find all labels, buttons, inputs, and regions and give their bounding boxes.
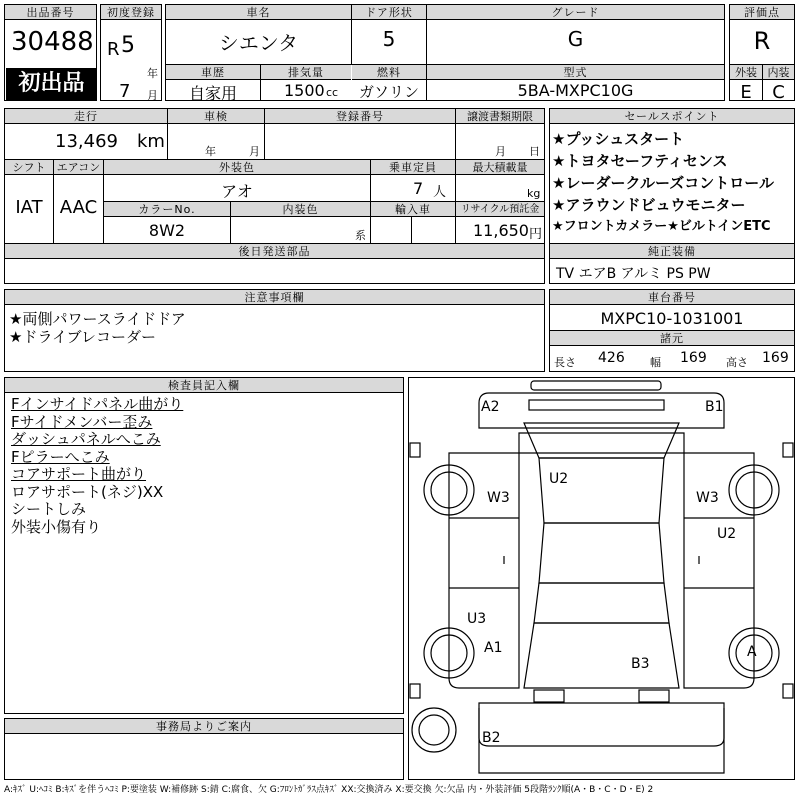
fuel-value: ガソリン bbox=[358, 83, 419, 101]
car-body-outline bbox=[409, 378, 794, 779]
import-label: 輸入車 bbox=[371, 202, 455, 217]
note-item: ★両側パワースライドドア bbox=[9, 310, 186, 328]
legend-text: A:ｷｽﾞ U:ﾍｺﾐ B:ｷｽﾞを伴うﾍｺﾐ P:要塗装 W:補修跡 S:錆 C:腐食、欠 G:ﾌﾛﾝﾄｶﾞﾗｽ点ｷｽﾞ XX:交換済み X:要交換 欠:欠品 内・外装評価 5段階ﾗﾝｸ順(A・B・C・D・E) 2 bbox=[4, 785, 654, 795]
damage-mark: U3 bbox=[467, 611, 487, 627]
length-value: 426 bbox=[598, 350, 625, 366]
interior-color-label: 内装色 bbox=[231, 202, 370, 217]
displacement-label: 排気量 bbox=[261, 65, 351, 80]
lot-number-box bbox=[4, 4, 97, 101]
equipment-label: 純正装備 bbox=[550, 244, 794, 259]
grade-label: グレード bbox=[427, 5, 724, 20]
reg-year: 5 bbox=[121, 33, 135, 58]
capacity-label: 乗車定員 bbox=[371, 160, 455, 175]
interior-color-unit: 系 bbox=[355, 229, 366, 242]
equipment-value: TV エアB アルミ PS PW bbox=[556, 266, 711, 282]
inspector-item: Fサイドメンバー歪み bbox=[11, 412, 153, 431]
damage-mark: B3 bbox=[631, 656, 650, 672]
transfer-doc-label: 譲渡書類期限 bbox=[456, 109, 544, 124]
score-label: 評価点 bbox=[730, 5, 794, 20]
capacity-value: 7 bbox=[413, 179, 424, 198]
recycle-label: リサイクル預託金 bbox=[456, 202, 544, 217]
color-value: アオ bbox=[221, 182, 253, 201]
recycle-value: 11,650 bbox=[473, 221, 529, 240]
door-label: ドア形状 bbox=[352, 5, 426, 20]
int-label: 内装 bbox=[763, 65, 794, 80]
first-listing-badge: 初出品 bbox=[6, 68, 97, 100]
month-unit: 月 bbox=[147, 89, 158, 102]
height-label: 高さ bbox=[726, 356, 748, 369]
damage-mark: W3 bbox=[487, 490, 510, 506]
shift-value: IAT bbox=[15, 197, 43, 218]
length-label: 長さ bbox=[554, 356, 576, 369]
score-value: R bbox=[753, 27, 771, 55]
inspector-item: Fインサイドパネル曲がり bbox=[11, 395, 184, 413]
office-label: 事務局よりご案内 bbox=[5, 719, 403, 734]
reg-no-label: 登録番号 bbox=[265, 109, 455, 124]
sales-points-list bbox=[552, 128, 774, 238]
first-reg-label: 初度登録 bbox=[101, 5, 161, 20]
sales-point: ★アラウンドビュウモニター bbox=[552, 196, 746, 214]
color-no-label: カラーNo. bbox=[104, 202, 230, 217]
inspector-item: シートしみ bbox=[11, 500, 87, 518]
insp-month-unit: 月 bbox=[249, 145, 260, 158]
int-value: C bbox=[772, 82, 785, 103]
car-info-box bbox=[165, 4, 725, 101]
inspector-item: ロアサポート(ネジ)XX bbox=[11, 482, 164, 501]
note-item: ★ドライブレコーダー bbox=[9, 328, 156, 346]
inspector-label: 検査員記入欄 bbox=[5, 378, 403, 393]
first-reg-box bbox=[100, 4, 162, 101]
damage-mark: A bbox=[747, 644, 757, 660]
damage-mark: W3 bbox=[696, 490, 719, 506]
mileage-value: 13,469 bbox=[55, 131, 118, 152]
shift-label: シフト bbox=[5, 160, 53, 175]
sales-point: ★トヨタセーフティセンス bbox=[552, 152, 728, 170]
history-label: 車歴 bbox=[166, 65, 260, 80]
car-diagram bbox=[408, 377, 795, 780]
displacement-value: 1500 bbox=[284, 81, 325, 100]
score-box bbox=[729, 4, 795, 101]
damage-mark: A2 bbox=[481, 399, 500, 415]
mileage-label: 走行 bbox=[5, 109, 167, 124]
chassis-box bbox=[549, 289, 795, 372]
era: R bbox=[107, 39, 120, 60]
height-value: 169 bbox=[762, 350, 789, 366]
model-value: 5BA-MXPC10G bbox=[517, 81, 634, 100]
notes-label: 注意事項欄 bbox=[5, 290, 544, 305]
inspector-list bbox=[11, 396, 183, 536]
inspector-item: コアサポート曲がり bbox=[11, 465, 147, 483]
inspection-label: 車検 bbox=[168, 109, 264, 124]
displacement-unit: cc bbox=[326, 86, 339, 99]
history-value: 自家用 bbox=[188, 84, 237, 103]
width-value: 169 bbox=[680, 350, 707, 366]
insp-year-unit: 年 bbox=[205, 145, 216, 158]
inspector-item: Fピラーへこみ bbox=[11, 447, 110, 466]
damage-mark: U2 bbox=[717, 526, 737, 542]
chassis-label: 車台番号 bbox=[550, 290, 794, 305]
ac-label: エアコン bbox=[54, 160, 103, 175]
sales-points-box bbox=[549, 108, 795, 284]
car-name-label: 車名 bbox=[166, 5, 351, 20]
damage-mark: U2 bbox=[549, 471, 569, 487]
mileage-unit: km bbox=[137, 131, 165, 152]
inspector-item: ダッシュパネルへこみ bbox=[11, 430, 161, 448]
sales-point: ★レーダークルーズコントロール bbox=[552, 174, 774, 192]
model-label: 型式 bbox=[427, 65, 724, 80]
sales-points-label: セールスポイント bbox=[550, 109, 794, 124]
capacity-unit: 人 bbox=[433, 185, 447, 200]
sales-point: ★プッシュスタート bbox=[552, 130, 685, 148]
color-label: 外装色 bbox=[104, 160, 370, 175]
reg-month: 7 bbox=[119, 81, 131, 102]
ac-value: AAC bbox=[59, 197, 98, 218]
ext-label: 外装 bbox=[730, 65, 762, 80]
damage-mark: B1 bbox=[705, 399, 724, 415]
recycle-unit: 円 bbox=[529, 227, 543, 242]
lot-number: 30488 bbox=[11, 27, 94, 57]
width-label: 幅 bbox=[650, 356, 661, 369]
inspector-box bbox=[4, 377, 404, 714]
ext-value: E bbox=[740, 82, 752, 103]
car-name: シエンタ bbox=[218, 31, 299, 55]
damage-mark: B2 bbox=[482, 730, 501, 746]
notes-list bbox=[9, 310, 186, 346]
later-parts-label: 後日発送部品 bbox=[5, 244, 544, 259]
lot-number-label: 出品番号 bbox=[5, 5, 96, 20]
inspector-item: 外装小傷有り bbox=[11, 517, 102, 536]
notes-box bbox=[4, 289, 545, 372]
transfer-day-unit: 日 bbox=[529, 145, 540, 158]
damage-mark: A1 bbox=[484, 640, 503, 656]
office-box bbox=[4, 718, 404, 780]
fuel-label: 燃料 bbox=[352, 65, 426, 80]
sales-point: ★フロントカメラー★ビルトインETC bbox=[552, 219, 771, 234]
max-load-label: 最大積載量 bbox=[456, 160, 544, 175]
vehicle-detail-box bbox=[4, 108, 545, 284]
color-no-value: 8W2 bbox=[148, 221, 186, 240]
door-value: 5 bbox=[382, 27, 396, 51]
chassis-value: MXPC10-1031001 bbox=[600, 309, 744, 328]
spec-label: 諸元 bbox=[550, 331, 794, 346]
grade-value: G bbox=[567, 27, 584, 51]
transfer-month-unit: 月 bbox=[495, 145, 506, 158]
year-unit: 年 bbox=[147, 67, 158, 80]
max-load-unit: kg bbox=[527, 187, 541, 200]
